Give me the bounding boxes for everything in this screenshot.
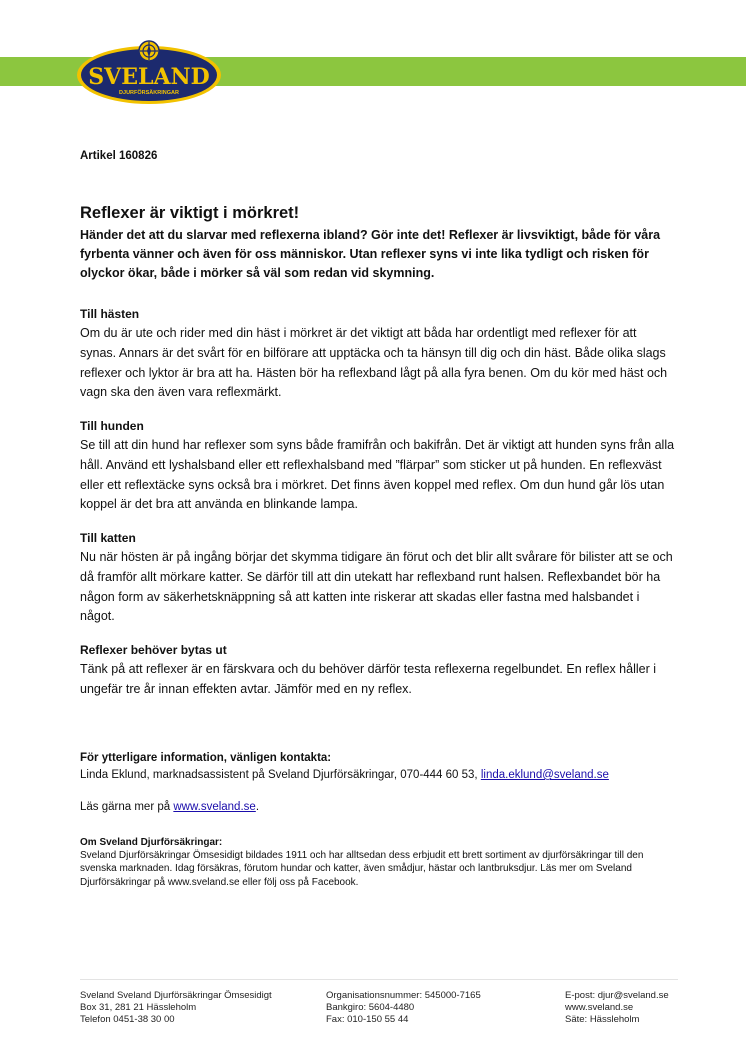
footer-line: E-post: djur@sveland.se bbox=[565, 990, 669, 1001]
compass-emblem-icon bbox=[139, 41, 159, 61]
section-dog bbox=[80, 417, 676, 515]
readmore-period: . bbox=[255, 801, 260, 813]
readmore-text: Läs gärna mer på bbox=[80, 801, 174, 813]
section-heading: Till hästen bbox=[80, 307, 140, 321]
logo-subtitle: DJURFÖRSÄKRINGAR bbox=[119, 90, 179, 96]
section-cat bbox=[80, 529, 676, 627]
section-heading: Reflexer behöver bytas ut bbox=[80, 643, 227, 657]
about-heading: Om Sveland Djurförsäkringar: bbox=[80, 837, 223, 848]
section-body: Nu när hösten är på ingång börjar det skymma tidigare än förut och det blir allt svårare för bilister att se och då framför allt mörkare katter. Se därför till att din utekatt har reflexband runt halsen. Reflexbandet bör ha någon form av säkerhetsknäppning så att katten inte riskerar att skadas eller fastna med halsbandet i något. bbox=[80, 550, 673, 624]
section-replace bbox=[80, 641, 676, 700]
footer-line: Telefon 0451-38 30 00 bbox=[80, 1014, 175, 1026]
footer-line: Säte: Hässleholm bbox=[565, 1014, 640, 1026]
section-body: Se till att din hund har reflexer som syns både framifrån och bakifrån. Det är viktigt att hunden syns från alla håll. Använd ett lyshalsband eller ett reflexhalsband med ”flärpar” som sticker ut på hunden. En reflexväst eller ett reflextäcke syns också bra i mörkret. Det finns även koppel med reflex. Om dun hund går lös utan koppel är det bra att använda en blinkande lampa. bbox=[80, 438, 675, 512]
contact-heading: För ytterligare information, vänligen kontakta: bbox=[80, 752, 332, 764]
footer-line: Bankgiro: 5604-4480 bbox=[326, 1002, 415, 1014]
section-horse bbox=[80, 305, 676, 403]
section-body: Om du är ute och rider med din häst i mörkret är det viktigt att båda har ordentligt med reflexer för att synas. Annars är det svårt för en bilförare att upptäcka och ta hänsyn till dig och din häst. Både olika slags reflexer och lyktor är bra att ha. Hästen bör ha reflexband lågt på alla fyra benen. Om du kör med häst och vagn ska den även vara reflexmärkt. bbox=[80, 326, 668, 400]
footer-divider bbox=[80, 979, 678, 980]
footer-line: Organisationsnummer: 545000-7165 bbox=[326, 990, 481, 1001]
section-heading: Till hunden bbox=[80, 419, 144, 433]
article-number: Artikel 160826 bbox=[80, 150, 158, 162]
section-heading: Till katten bbox=[80, 531, 136, 545]
logo-wordmark: SVELAND bbox=[88, 64, 210, 90]
website-link[interactable]: www.sveland.se bbox=[173, 801, 256, 813]
contact-block bbox=[80, 750, 680, 784]
contact-email-link[interactable]: linda.eklund@sveland.se bbox=[480, 769, 609, 781]
contact-line bbox=[80, 767, 680, 784]
sveland-logo bbox=[74, 39, 224, 107]
footer-line: Box 31, 281 21 Hässleholm bbox=[80, 1002, 197, 1014]
about-block bbox=[80, 836, 680, 889]
footer-company bbox=[80, 990, 272, 1027]
footer-line: www.sveland.se bbox=[565, 1002, 634, 1014]
footer-web bbox=[565, 990, 669, 1027]
article-lead: Händer det att du slarvar med reflexerna ibland? Gör inte det! Reflexer är livsviktigt, både för våra fyrbenta vänner och även för oss människor. Utan reflexer syns vi inte lika tydligt och risken för olyckor ökar, både i mörker så väl som redan vid skymning. bbox=[80, 228, 661, 280]
about-body: Sveland Djurförsäkringar Ömsesidigt bildades 1911 och har alltsedan dess erbjudit ett brett sortiment av djurförsäkringar till den svenska marknaden. Idag försäkras, förutom hundar och katter, även smådjur, hästar och lantbruksdjur. Läs mer om Sveland Djurförsäkringar på www.sveland.se eller följ oss på Facebook. bbox=[80, 850, 644, 888]
article-title: Reflexer är viktigt i mörkret! bbox=[80, 204, 300, 222]
contact-person: Linda Eklund, marknadsassistent på Sveland Djurförsäkringar, 070-444 60 53, bbox=[80, 769, 481, 781]
read-more bbox=[80, 801, 259, 813]
footer-line: Fax: 010-150 55 44 bbox=[326, 1014, 409, 1026]
footer-line: Sveland Sveland Djurförsäkringar Ömsesidigt bbox=[80, 990, 272, 1001]
section-body: Tänk på att reflexer är en färskvara och du behöver därför testa reflexerna regelbundet. En reflex håller i ungefär tre år innan effekten avtar. Jämför med en ny reflex. bbox=[80, 662, 657, 696]
footer-registry bbox=[326, 990, 481, 1027]
